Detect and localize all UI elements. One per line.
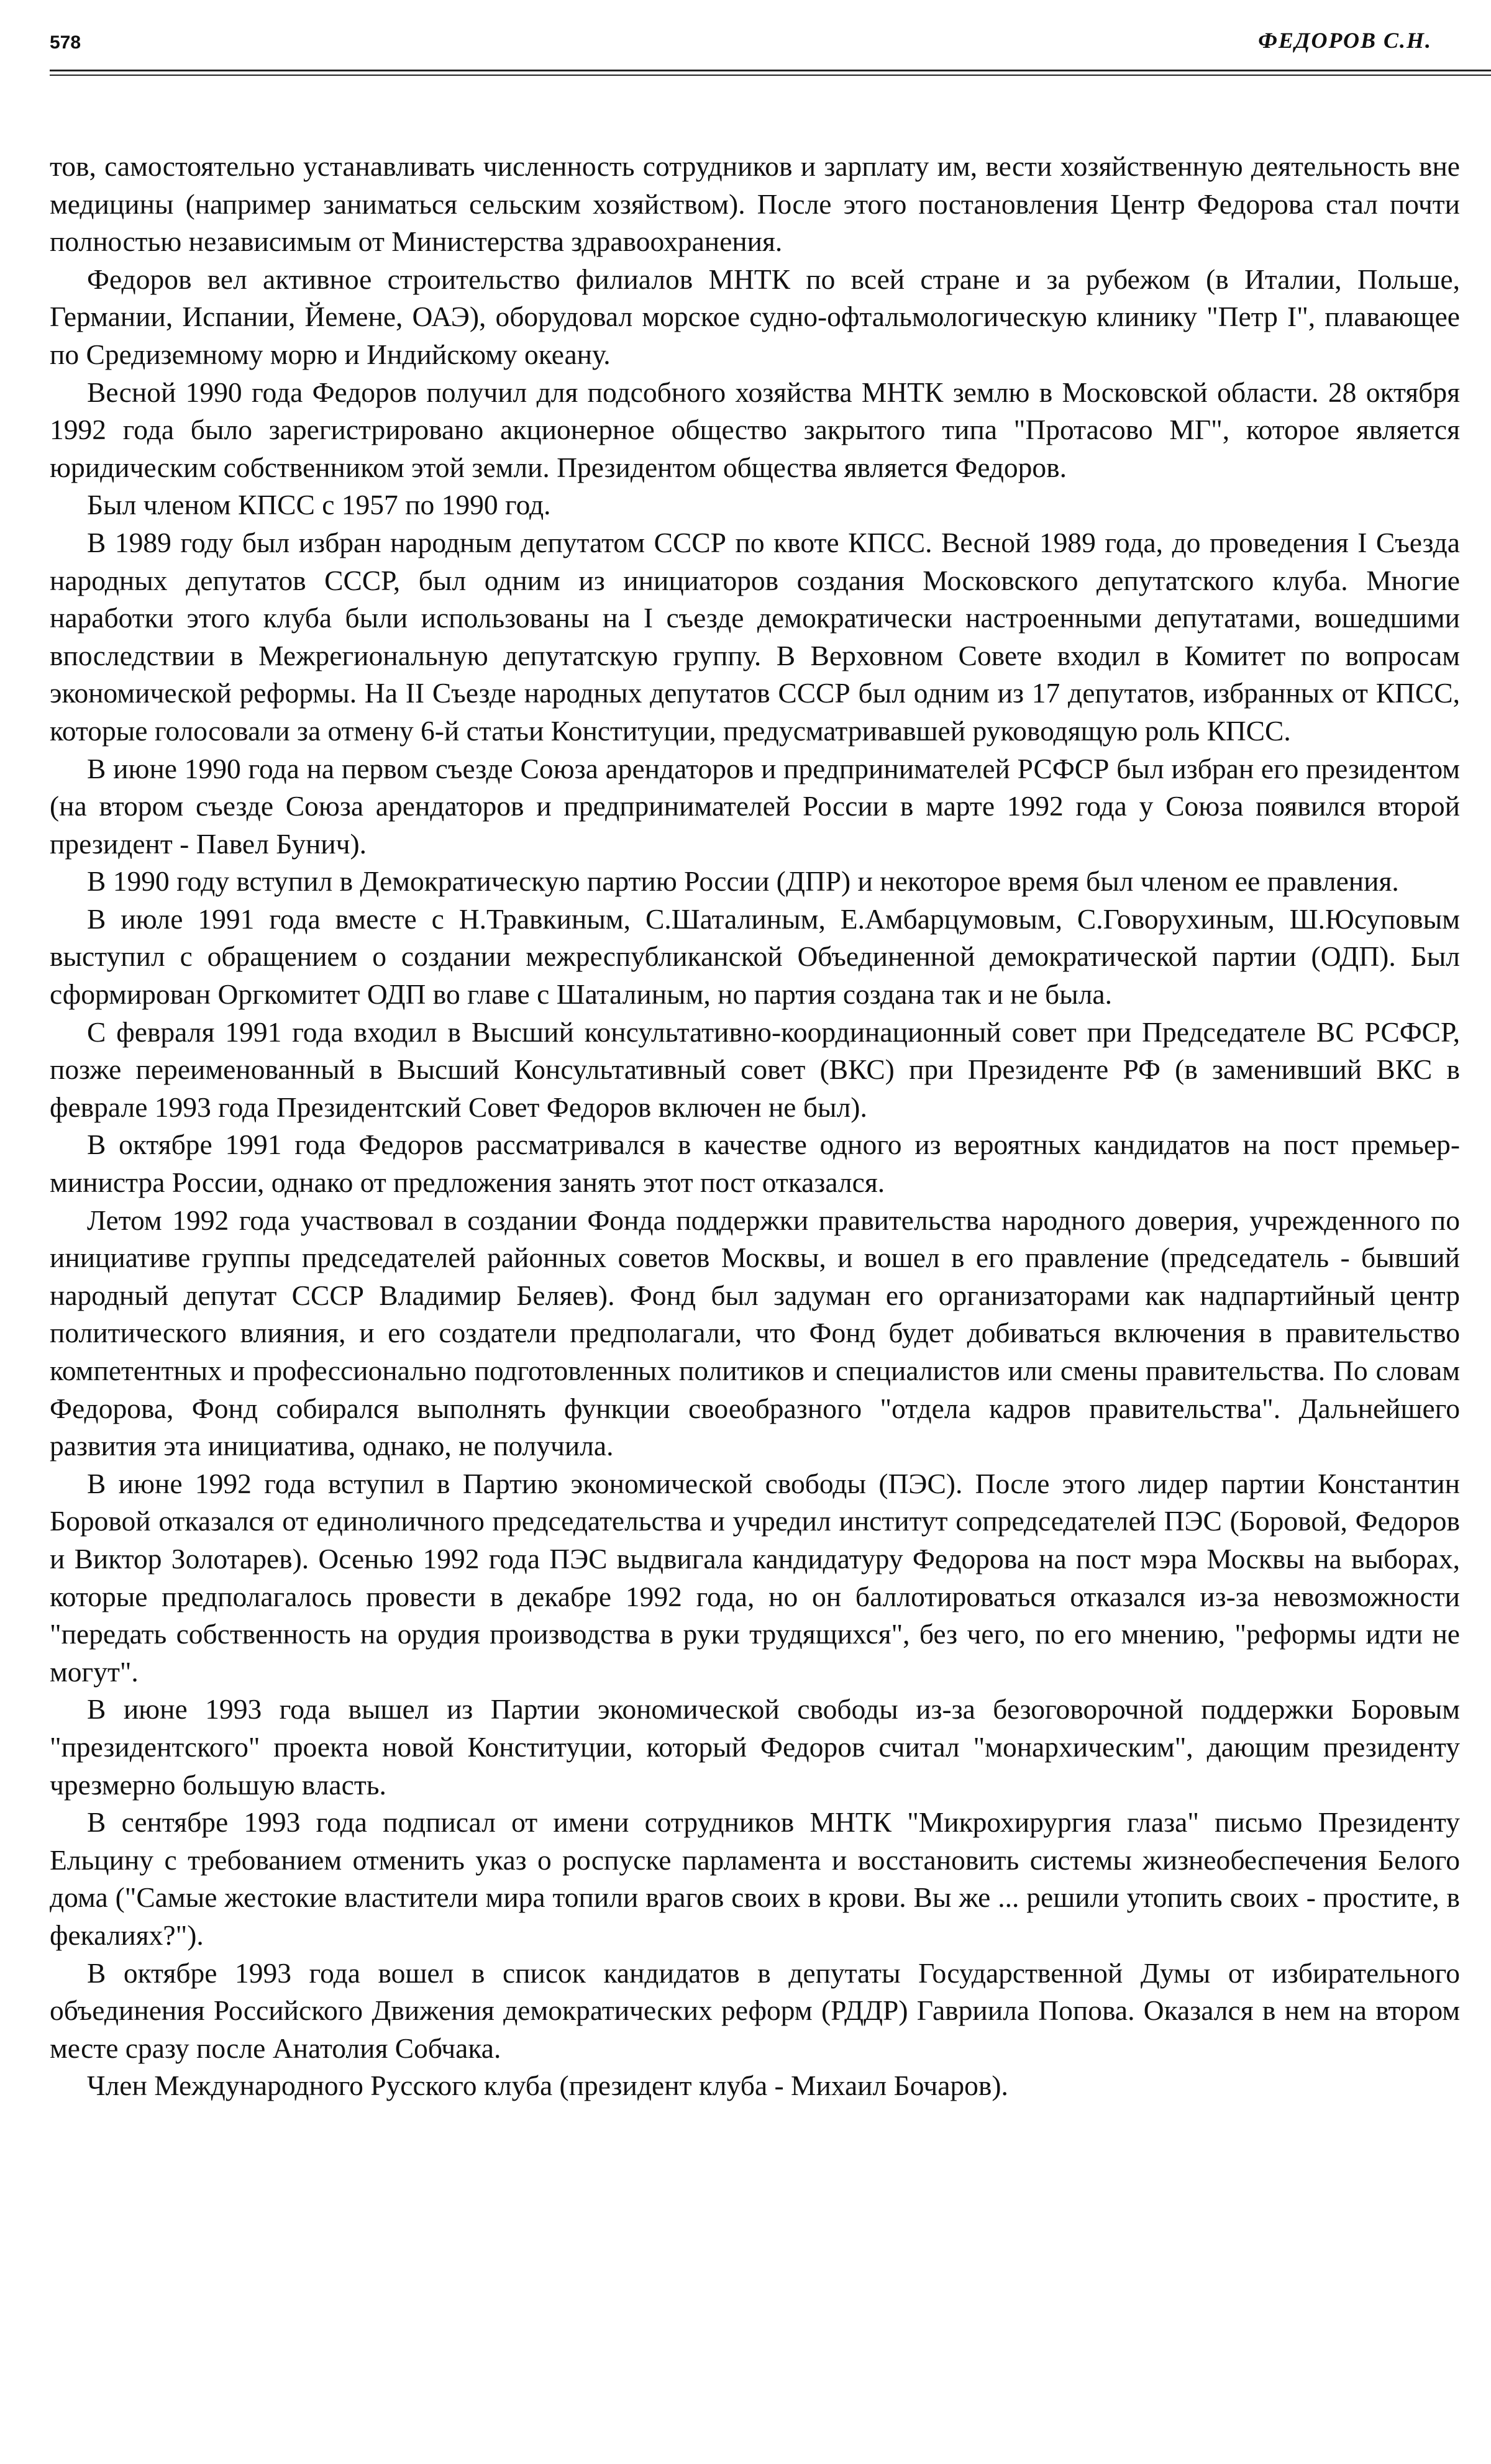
paragraph-rddr: В октябре 1993 года вошел в список кандидатов в депутаты Государственной Думы от избирательного объединения Российского Движения демократических реформ (РДДР) Гавриила Попова. Оказался в нем на втором месте сразу после Анатолия Собчака. [50, 1957, 1460, 2064]
body-text [50, 148, 1460, 2105]
paragraph-advisory-council: С февраля 1991 года входил в Высший консультативно-координационный совет при Председателе ВС РСФСР, позже переименованный в Высший Консультативный совет (ВКС) при Президенте РФ (в заменивший ВКС в феврале 1993 года Президентский Совет Федоров включен не был). [50, 1016, 1460, 1123]
paragraph-trust-fund: Летом 1992 года участвовал в создании Фонда поддержки правительства народного доверия, учрежденного по инициативе группы председателей районных советов Москвы, и вошел в его правление (председатель - бывший народный депутат СССР Владимир Беляев). Фонд был задуман его организаторами как надпартийный центр политического влияния, и его создатели предполагали, что Фонд будет добиваться включения в правительство компетентных и профессионально подготовленных политиков и специалистов или смены правительства. По словам Федорова, Фонд собирался выполнять функции своеобразного "отдела кадров правительства". Дальнейшего развития эта инициатива, однако, не получила. [50, 1204, 1460, 1462]
paragraph-dpr: В 1990 году вступил в Демократическую партию России (ДПР) и некоторое время был членом ее правления. [87, 865, 1399, 898]
paragraph-russian-club: Член Международного Русского клуба (президент клуба - Михаил Бочаров). [87, 2070, 1008, 2102]
paragraph-protasovo: Весной 1990 года Федоров получил для подсобного хозяйства МНТК землю в Московской области. 28 октября 1992 года было зарегистрировано акционерное общество закрытого типа "Протасово МГ", которое является юридическим собственником этой земли. Президентом общества является Федоров. [50, 376, 1460, 483]
paragraph-continuation: тов, самостоятельно устанавливать численность сотрудников и зарплату им, вести хозяйственную деятельность вне медицины (например заниматься сельским хозяйством). После этого постановления Центр Федорова стал почти полностью независимым от Министерства здравоохранения. [50, 150, 1460, 258]
paragraph-odp: В июле 1991 года вместе с Н.Травкиным, С.Шаталиным, Е.Амбарцумовым, С.Говорухиным, Ш.Юсуповым выступил с обращением о создании межреспубликанской Объединенной демократической партии (ОДП). Был сформирован Оргкомитет ОДП во главе с Шаталиным, но партия создана так и не была. [50, 902, 1460, 1011]
page-header [50, 27, 1432, 65]
paragraph-letter-yeltsin: В сентябре 1993 года подписал от имени сотрудников МНТК "Микрохирургия глаза" письмо Президенту Ельцину с требованием отменить указ о роспуске парламента и восстановить системы жизнеобеспечения Белого дома ("Самые жестокие властители мира топили врагов своих в крови. Вы же ... решили утопить своих - простите, в фекалиях?"). [50, 1806, 1460, 1951]
paragraph-pes-exit: В июне 1993 года вышел из Партии экономической свободы из-за безоговорочной поддержки Боровым "президентского" проекта новой Конституции, который Федоров считал "монархическим", дающим президенту чрезмерно большую власть. [50, 1693, 1460, 1801]
header-divider-secondary [50, 75, 1491, 76]
paragraph-premier-candidate: В октябре 1991 года Федоров рассматривался в качестве одного из вероятных кандидатов на пост премьер-министра России, однако от предложения занять этот пост отказался. [50, 1129, 1460, 1199]
paragraph-tenants-union: В июне 1990 года на первом съезде Союза арендаторов и предпринимателей РСФСР был избран его президентом (на втором съезде Союза арендаторов и предпринимателей России в марте 1992 года у Союза появился второй президент - Павел Бунич). [50, 752, 1460, 860]
running-title: ФЕДОРОВ С.Н. [1258, 28, 1432, 53]
paragraph-branches: Федоров вел активное строительство филиалов МНТК по всей стране и за рубежом (в Италии, Польше, Германии, Испании, Йемене, ОАЭ), оборудовал морское судно-офтальмологическую клинику "Петр I", плавающее по Средиземному морю и Индийскому океану. [50, 263, 1460, 370]
header-divider [50, 70, 1491, 71]
paragraph-peoples-deputy: В 1989 году был избран народным депутатом СССР по квоте КПСС. Весной 1989 года, до проведения I Съезда народных депутатов СССР, был одним из инициаторов создания Московского депутатского клуба. Многие наработки этого клуба были использованы на I съезде демократически настроенными депутатами, вошедшими впоследствии в Межрегиональную депутатскую группу. В Верховном Совете входил в Комитет по вопросам экономической реформы. На II Съезде народных депутатов СССР был одним из 17 депутатов, избранных от КПСС, которые голосовали за отмену 6-й статьи Конституции, предусматривавшей руководящую роль КПСС. [50, 526, 1460, 747]
page-number: 578 [50, 32, 81, 53]
paragraph-cpsu-membership: Был членом КПСС с 1957 по 1990 год. [87, 489, 551, 521]
paragraph-pes-join: В июне 1992 года вступил в Партию экономической свободы (ПЭС). После этого лидер партии Константин Боровой отказался от единоличного председательства и учредил институт сопредседателей ПЭС (Боровой, Федоров и Виктор Золотарев). Осенью 1992 года ПЭС выдвигала кандидатуру Федорова на пост мэра Москвы на выборах, которые предполагалось провести в декабре 1992 года, но он баллотироваться отказался из-за невозможности "передать собственность на орудия производства в руки трудящихся", без чего, по его мнению, "реформы идти не могут". [50, 1467, 1460, 1688]
